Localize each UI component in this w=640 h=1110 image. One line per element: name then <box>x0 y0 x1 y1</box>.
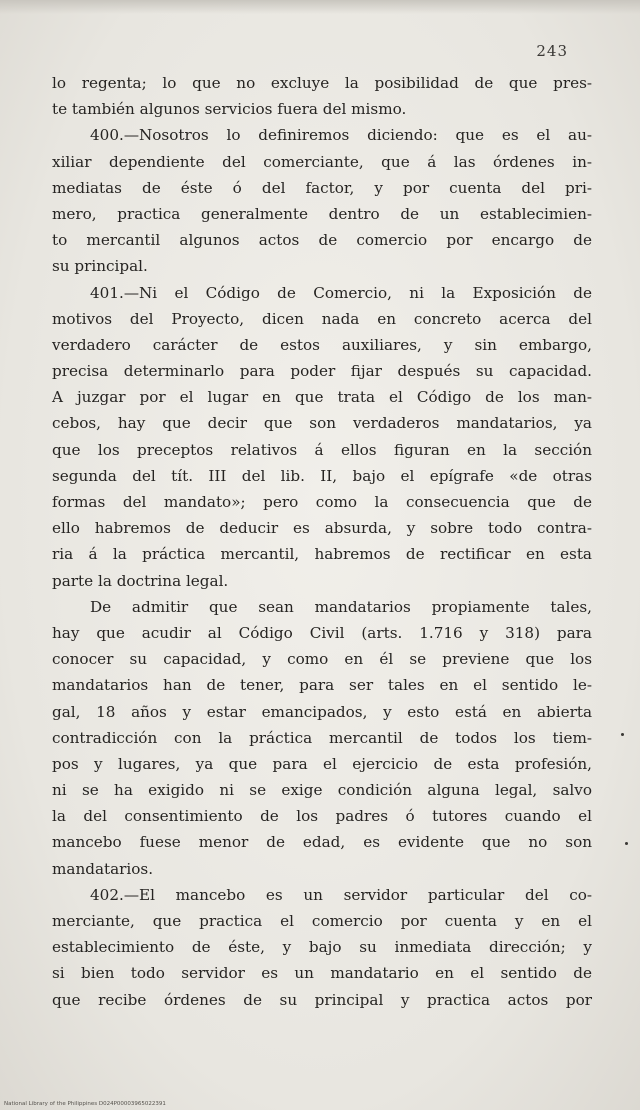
text-line: contradicción con la práctica mercantil de todos los tiem- <box>52 728 592 747</box>
text-line: que recibe órdenes de su principal y practica actos por <box>52 990 592 1009</box>
text-line: verdadero carácter de estos auxiliares, y sin embargo, <box>52 335 592 354</box>
text-line: cebos, hay que decir que son verdaderos mandatarios, ya <box>52 414 592 433</box>
ink-speck <box>621 733 624 736</box>
text-line: lo regenta; lo que no excluye la posibilidad de que pres- <box>52 74 592 92</box>
text-line: parte la doctrina legal. <box>52 571 229 590</box>
text-line: la del consentimiento de los padres ó tutores cuando el <box>52 807 592 826</box>
text-line: xiliar dependiente del comerciante, que á las órdenes in- <box>52 152 592 171</box>
text-line: ello habremos de deducir es absurda, y sobre todo contra- <box>52 519 592 538</box>
body-text <box>52 70 592 1013</box>
page-top-shadow <box>0 0 640 14</box>
text-line: motivos del Proyecto, dicen nada en concreto acerca del <box>52 309 592 328</box>
text-line: mandatarios. <box>52 859 154 878</box>
text-line: gal, 18 años y estar emancipados, y esto está en abierta <box>52 702 592 721</box>
text-line: merciante, que practica el comercio por cuenta y en el <box>52 912 592 930</box>
text-line: si bien todo servidor es un mandatario en el sentido de <box>52 964 592 983</box>
text-line: mandatarios han de tener, para ser tales en el sentido le- <box>52 676 592 695</box>
text-line: hay que acudir al Código Civil (arts. 1.716 y 318) para <box>52 623 592 642</box>
text-line: establecimiento de éste, y bajo su inmediata dirección; y <box>52 938 592 957</box>
ink-speck <box>625 842 628 845</box>
text-line: to mercantil algunos actos de comercio por encargo de <box>52 231 592 250</box>
text-line: 402.—El mancebo es un servidor particular del co- <box>90 885 592 904</box>
text-line: segunda del tít. III del lib. II, bajo el epígrafe «de otras <box>52 466 592 485</box>
text-line: pos y lugares, ya que para el ejercicio de esta profesión, <box>52 754 592 773</box>
text-line: De admitir que sean mandatarios propiamente tales, <box>90 597 592 616</box>
text-line: mediatas de éste ó del factor, y por cuenta del pri- <box>52 178 592 197</box>
scan-credit: National Library of the Philippines D024P00003965022391 <box>4 1101 166 1107</box>
text-line: que los preceptos relativos á ellos figuran en la sección <box>52 440 592 459</box>
text-line: ni se ha exigido ni se exige condición alguna legal, salvo <box>52 781 592 800</box>
text-line: 401.—Ni el Código de Comercio, ni la Exposición de <box>90 283 592 302</box>
text-line: A juzgar por el lugar en que trata el Código de los man- <box>52 388 592 407</box>
text-line: mancebo fuese menor de edad, es evidente que no son <box>52 833 592 852</box>
page-number: 243 <box>536 42 568 60</box>
text-line: formas del mandato»; pero como la consecuencia que de <box>52 493 592 511</box>
text-line: conocer su capacidad, y como en él se previene que los <box>52 650 592 669</box>
text-line: 400.—Nosotros lo definiremos diciendo: que es el au- <box>90 126 592 145</box>
text-line: su principal. <box>52 257 148 276</box>
text-line: mero, practica generalmente dentro de un establecimien- <box>52 204 592 223</box>
text-line: precisa determinarlo para poder fijar después su capacidad. <box>52 362 592 381</box>
text-line: ria á la práctica mercantil, habremos de rectificar en esta <box>52 545 592 564</box>
text-line: te también algunos servicios fuera del mismo. <box>52 100 407 119</box>
